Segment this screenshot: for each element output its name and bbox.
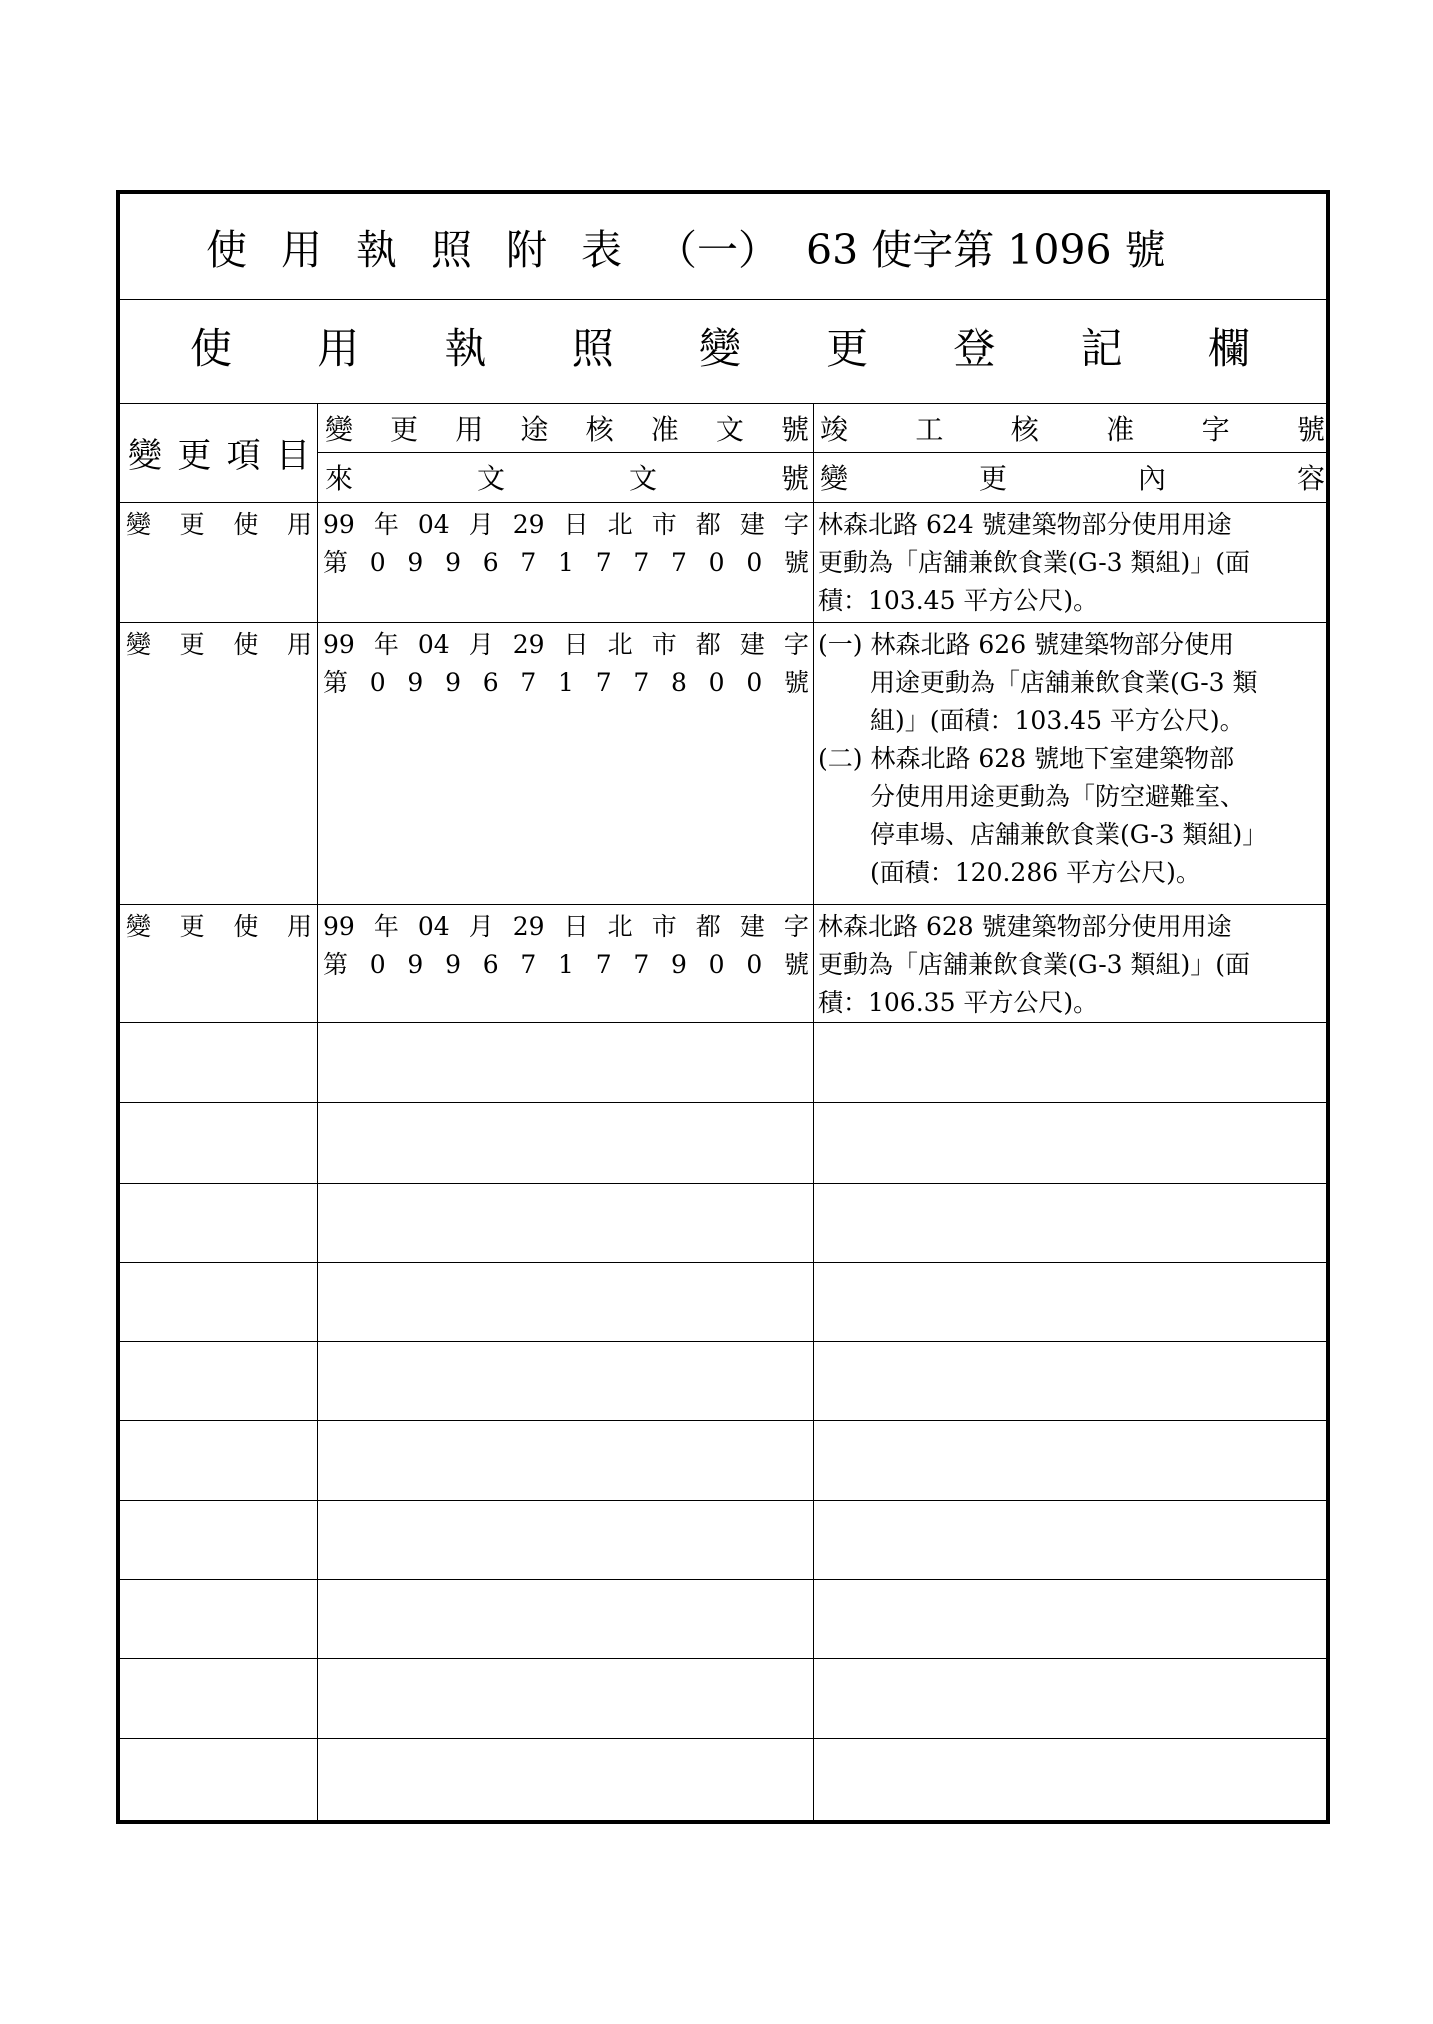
header-char: 項 <box>226 435 261 476</box>
doc-token: 7 <box>595 950 612 979</box>
row-1-item <box>126 506 312 544</box>
rule-row2 <box>120 904 1326 905</box>
content-line: 更動為「店舖兼飲食業(G-3 類組)」(面 <box>818 548 1250 577</box>
doc-token: 市 <box>651 912 677 941</box>
header-char: 號 <box>780 413 809 446</box>
section-heading <box>190 316 1250 376</box>
doc-token: 99 <box>323 912 355 941</box>
header-char: 容 <box>1296 462 1325 495</box>
doc-token: 0 <box>369 950 386 979</box>
rule-header-mid <box>317 452 1326 453</box>
doc-token: 0 <box>369 668 386 697</box>
content-line: 更動為「店舖兼飲食業(G-3 類組)」(面 <box>818 950 1250 979</box>
header-change-content <box>820 455 1325 499</box>
doc-token: 7 <box>633 950 650 979</box>
row-2-change-content <box>818 626 1328 892</box>
rule-row3 <box>120 1022 1326 1023</box>
doc-token: 1 <box>558 668 574 697</box>
doc-token: 6 <box>482 548 499 577</box>
row-1-doc-number <box>323 506 809 582</box>
doc-token: 04 <box>417 912 450 941</box>
item-char: 使 <box>233 510 259 539</box>
heading-char: 欄 <box>1207 324 1250 373</box>
header-completion-no <box>820 406 1325 450</box>
row-1-change-content <box>818 506 1328 620</box>
doc-token: 字 <box>783 510 809 539</box>
rule-row1 <box>120 622 1326 623</box>
rule-empty-6 <box>120 1500 1326 1501</box>
doc-token: 7 <box>633 668 650 697</box>
rule-empty-3 <box>120 1262 1326 1263</box>
content-line: 積：103.45 平方公尺)。 <box>818 586 1099 615</box>
doc-token: 0 <box>708 548 725 577</box>
doc-token: 04 <box>417 510 450 539</box>
doc-token: 7 <box>520 668 537 697</box>
doc-token: 9 <box>671 950 687 979</box>
heading-char: 照 <box>571 324 614 373</box>
item-char: 變 <box>126 510 152 539</box>
item-char: 用 <box>286 510 312 539</box>
doc-token: 年 <box>373 510 399 539</box>
content-line: 林森北路 628 號建築物部分使用用途 <box>818 912 1232 941</box>
doc-token: 號 <box>783 548 809 577</box>
doc-token: 市 <box>651 510 677 539</box>
doc-token: 0 <box>369 548 386 577</box>
content-line: (面積：120.286 平方公尺)。 <box>870 858 1201 887</box>
doc-token: 月 <box>468 630 494 659</box>
doc-token: 月 <box>468 510 494 539</box>
header-char: 號 <box>780 462 809 495</box>
doc-token: 年 <box>373 630 399 659</box>
doc-token: 9 <box>445 548 461 577</box>
rule-below-header <box>120 502 1326 503</box>
header-char: 更 <box>177 435 212 476</box>
doc-token: 都 <box>695 630 721 659</box>
header-char: 變 <box>128 435 162 476</box>
header-char: 號 <box>1296 413 1325 446</box>
header-incoming-doc <box>325 455 809 499</box>
rule-empty-9 <box>120 1738 1326 1739</box>
header-char: 更 <box>978 462 1007 495</box>
header-approval-doc <box>325 406 809 450</box>
doc-token: 7 <box>595 548 612 577</box>
doc-token: 0 <box>746 950 763 979</box>
header-char: 文 <box>628 462 657 495</box>
doc-token: 9 <box>407 548 424 577</box>
header-char: 途 <box>520 413 549 446</box>
rule-empty-4 <box>120 1341 1326 1342</box>
item-char: 變 <box>126 912 152 941</box>
header-char: 文 <box>476 462 505 495</box>
col-divider-2 <box>813 403 814 1824</box>
header-char: 內 <box>1137 462 1166 495</box>
doc-token: 日 <box>563 912 589 941</box>
header-char: 變 <box>325 413 354 446</box>
item-char: 變 <box>126 630 152 659</box>
doc-token: 都 <box>695 510 721 539</box>
doc-token: 0 <box>708 668 725 697</box>
col-divider-1 <box>317 403 318 1824</box>
header-change-item <box>128 424 310 480</box>
doc-token: 字 <box>783 630 809 659</box>
doc-token: 建 <box>739 912 765 941</box>
rule-empty-2 <box>120 1183 1326 1184</box>
doc-token: 號 <box>783 668 809 697</box>
header-char: 核 <box>1010 413 1039 446</box>
content-line: (一) 林森北路 626 號建築物部分使用 <box>818 630 1235 659</box>
doc-token: 0 <box>708 950 725 979</box>
title-char: 使 <box>206 225 247 274</box>
heading-char: 用 <box>317 324 360 373</box>
doc-token: 8 <box>671 668 687 697</box>
content-line: (二) 林森北路 628 號地下室建築物部 <box>818 744 1235 773</box>
doc-token: 日 <box>563 510 589 539</box>
doc-token: 建 <box>739 630 765 659</box>
title-char: 照 <box>431 225 472 274</box>
doc-token: 第 <box>323 548 349 577</box>
doc-token: 第 <box>323 950 349 979</box>
header-char: 用 <box>455 413 484 446</box>
doc-token: 第 <box>323 668 349 697</box>
permit-annex-sheet <box>116 190 1330 1824</box>
header-char: 文 <box>715 413 744 446</box>
heading-char: 登 <box>953 324 996 373</box>
doc-token: 號 <box>783 950 809 979</box>
row-3-change-content <box>818 908 1328 1022</box>
row-3-item <box>126 908 312 946</box>
content-line: 停車場、店舖兼飲食業(G-3 類組)」 <box>870 820 1268 849</box>
doc-token: 0 <box>746 668 763 697</box>
content-line: 分使用用途更動為「防空避難室、 <box>870 782 1246 811</box>
rule-below-subtitle <box>120 403 1326 404</box>
doc-token: 9 <box>407 950 424 979</box>
doc-token: 99 <box>323 510 355 539</box>
doc-token: 1 <box>558 950 574 979</box>
title-char: （一） <box>656 225 779 274</box>
content-line: 積：106.35 平方公尺)。 <box>818 988 1099 1017</box>
item-char: 更 <box>179 630 205 659</box>
content-line: 組)」(面積：103.45 平方公尺)。 <box>870 706 1245 735</box>
heading-char: 變 <box>698 324 741 373</box>
doc-token: 0 <box>746 548 763 577</box>
doc-token: 29 <box>512 912 545 941</box>
doc-token: 29 <box>512 510 545 539</box>
item-char: 使 <box>233 630 259 659</box>
title-char: 附 <box>506 225 547 274</box>
doc-token: 都 <box>695 912 721 941</box>
doc-token: 9 <box>445 668 461 697</box>
row-2-item <box>126 626 312 664</box>
rule-empty-1 <box>120 1102 1326 1103</box>
header-char: 變 <box>820 462 849 495</box>
heading-char: 執 <box>444 324 487 373</box>
doc-token: 年 <box>373 912 399 941</box>
header-char: 字 <box>1201 413 1230 446</box>
permit-number: 63 使字第 1096 號 <box>806 225 1166 274</box>
doc-token: 7 <box>671 548 687 577</box>
rule-below-title <box>120 299 1326 300</box>
doc-token: 29 <box>512 630 545 659</box>
doc-token: 北 <box>607 510 633 539</box>
item-char: 用 <box>286 630 312 659</box>
row-2-doc-number <box>323 626 809 702</box>
header-char: 更 <box>390 413 419 446</box>
title-char: 表 <box>581 225 622 274</box>
item-char: 更 <box>179 510 205 539</box>
rule-empty-8 <box>120 1658 1326 1659</box>
item-char: 更 <box>179 912 205 941</box>
header-char: 目 <box>275 435 310 476</box>
doc-token: 7 <box>595 668 612 697</box>
doc-token: 7 <box>520 548 537 577</box>
item-char: 用 <box>286 912 312 941</box>
row-3-doc-number <box>323 908 809 984</box>
header-char: 核 <box>585 413 614 446</box>
doc-token: 9 <box>407 668 424 697</box>
item-char: 使 <box>233 912 259 941</box>
title-char: 執 <box>356 225 397 274</box>
doc-token: 北 <box>607 912 633 941</box>
content-line: 林森北路 624 號建築物部分使用用途 <box>818 510 1232 539</box>
doc-token: 建 <box>739 510 765 539</box>
doc-token: 市 <box>651 630 677 659</box>
header-char: 竣 <box>820 413 849 446</box>
heading-char: 使 <box>190 324 233 373</box>
doc-token: 北 <box>607 630 633 659</box>
doc-token: 7 <box>520 950 537 979</box>
doc-token: 日 <box>563 630 589 659</box>
doc-token: 7 <box>633 548 650 577</box>
content-line: 用途更動為「店舖兼飲食業(G-3 類 <box>870 668 1258 697</box>
title-char: 用 <box>281 225 322 274</box>
doc-token: 9 <box>445 950 461 979</box>
header-char: 來 <box>325 462 354 495</box>
header-char: 准 <box>1106 413 1135 446</box>
header-char: 准 <box>650 413 679 446</box>
doc-token: 99 <box>323 630 355 659</box>
rule-empty-5 <box>120 1420 1326 1421</box>
doc-token: 字 <box>783 912 809 941</box>
heading-char: 更 <box>826 324 869 373</box>
doc-token: 1 <box>558 548 574 577</box>
doc-token: 月 <box>468 912 494 941</box>
doc-token: 6 <box>482 668 499 697</box>
doc-token: 04 <box>417 630 450 659</box>
heading-char: 記 <box>1080 324 1123 373</box>
page-title <box>206 216 1166 276</box>
doc-token: 6 <box>482 950 499 979</box>
header-char: 工 <box>915 413 944 446</box>
rule-empty-7 <box>120 1579 1326 1580</box>
